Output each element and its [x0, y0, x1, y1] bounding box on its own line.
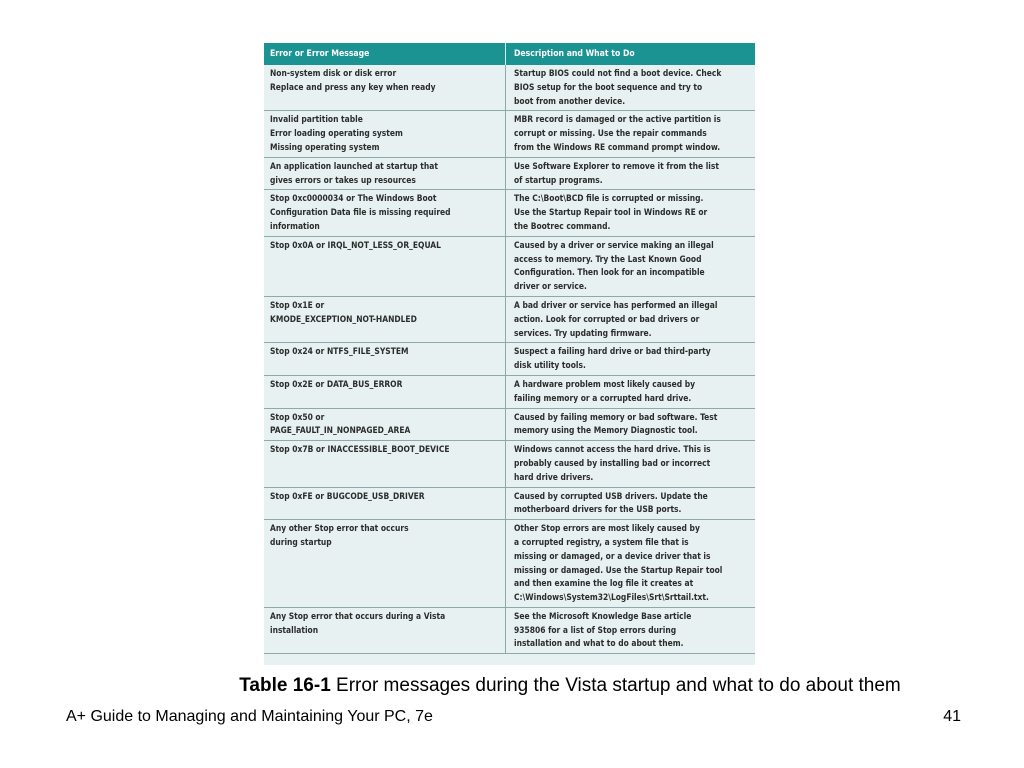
description-cell: A hardware problem most likely caused by failing memory or a corrupted hard drive. — [505, 376, 755, 408]
table-row — [264, 190, 755, 236]
description-cell: Suspect a failing hard drive or bad third-party disk utility tools. — [505, 343, 755, 375]
error-message-cell: Any other Stop error that occurs during startup — [270, 523, 409, 547]
description-cell: Use Software Explorer to remove it from the list of startup programs. — [505, 158, 755, 190]
description-cell: Caused by a driver or service making an illegal access to memory. Try the Last Known Good Configuration. Then look for an incompatible driver or service. — [505, 237, 755, 296]
description-cell: Caused by corrupted USB drivers. Update the motherboard drivers for the USB ports. — [505, 488, 755, 520]
description-cell: MBR record is damaged or the active partition is corrupt or missing. Use the repair commands from the Windows RE command prompt window. — [505, 111, 755, 156]
table-row — [264, 111, 755, 157]
table-row — [264, 520, 755, 608]
error-message-cell: Any Stop error that occurs during a Vista installation — [270, 610, 446, 635]
table-row — [264, 376, 755, 409]
error-message-cell: Stop 0x0A or IRQL_NOT_LESS_OR_EQUAL — [270, 239, 441, 250]
error-messages-table — [264, 43, 755, 665]
table-row — [264, 488, 755, 521]
description-cell: The C:\Boot\BCD file is corrupted or missing. Use the Startup Repair tool in Windows RE or the Bootrec command. — [505, 190, 755, 235]
description-cell: Other Stop errors are most likely caused by a corrupted registry, a system file that is missing or damaged, or a device driver that is missing or damaged. Use the Startup Repair tool and then examine the log file it creates at C:\Windows\System32\LogFiles\Srt\Srttail.txt. — [505, 520, 755, 607]
table-row — [264, 608, 755, 654]
error-message-cell: Stop 0x2E or DATA_BUS_ERROR — [270, 378, 403, 389]
table-row — [264, 297, 755, 343]
table-row — [264, 237, 755, 297]
error-message-cell: Stop 0x50 or PAGE_FAULT_IN_NONPAGED_AREA — [270, 411, 411, 436]
table-row — [264, 65, 755, 111]
table-header-row — [264, 43, 755, 65]
error-message-cell: Stop 0x1E or KMODE_EXCEPTION_NOT-HANDLED — [270, 299, 417, 324]
description-cell: Caused by failing memory or bad software. Test memory using the Memory Diagnostic tool. — [505, 409, 755, 441]
table-row — [264, 441, 755, 487]
error-message-cell: Non-system disk or disk error Replace and press any key when ready — [270, 68, 436, 92]
description-cell: Startup BIOS could not find a boot device. Check BIOS setup for the boot sequence and try to boot from another device. — [505, 65, 755, 110]
footer-page-number: 41 — [943, 708, 961, 725]
caption-label: Table 16-1 — [239, 675, 331, 696]
table-row — [264, 158, 755, 191]
footer-book-title: A+ Guide to Managing and Maintaining Your PC, 7e — [66, 708, 433, 725]
table-body — [264, 65, 755, 654]
error-message-cell: Stop 0xFE or BUGCODE_USB_DRIVER — [270, 490, 425, 501]
error-message-cell: An application launched at startup that gives errors or takes up resources — [270, 160, 438, 185]
caption-text: Error messages during the Vista startup and what to do about them — [330, 675, 901, 696]
error-message-cell: Stop 0x24 or NTFS_FILE_SYSTEM — [270, 346, 409, 357]
description-cell: See the Microsoft Knowledge Base article 935806 for a list of Stop errors during installation and what to do about them. — [505, 608, 755, 653]
error-message-cell: Stop 0x7B or INACCESSIBLE_BOOT_DEVICE — [270, 444, 450, 455]
table-row — [264, 409, 755, 442]
table-caption — [0, 675, 1024, 697]
description-cell: Windows cannot access the hard drive. This is probably caused by installing bad or incorrect hard drive drivers. — [505, 441, 755, 486]
header-description-column: Description and What to Do — [505, 43, 755, 65]
error-message-cell: Invalid partition table Error loading operating system Missing operating system — [270, 114, 403, 152]
table-row — [264, 343, 755, 376]
description-cell: A bad driver or service has performed an illegal action. Look for corrupted or bad drivers or services. Try updating firmware. — [505, 297, 755, 342]
header-error-column: Error or Error Message — [270, 49, 370, 59]
error-message-cell: Stop 0xc0000034 or The Windows Boot Configuration Data file is missing required information — [270, 193, 451, 231]
